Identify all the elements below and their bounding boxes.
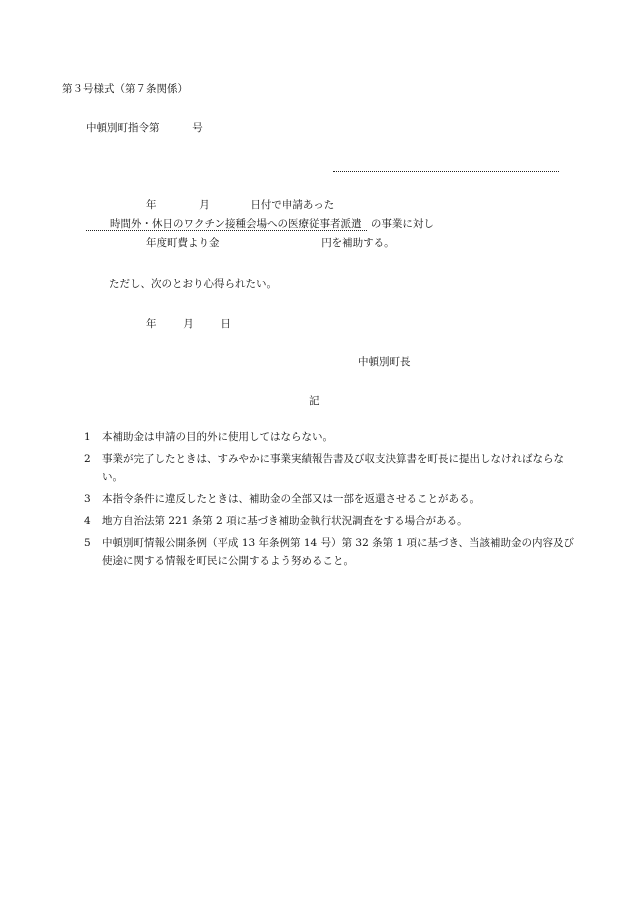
order-number-prefix: 中頓別町指令第 xyxy=(86,122,160,134)
condition-text: 本指令条件に違反したときは、補助金の全部又は一部を返還させることがある。 xyxy=(102,493,480,505)
date-month: 月 xyxy=(183,318,194,330)
body-line-3-suffix: 円を補助する。 xyxy=(321,237,395,249)
condition-item xyxy=(84,534,584,570)
date-year: 年 xyxy=(146,318,157,330)
condition-text: 中頓別町情報公開条例（平成 13 年条例第 14 号）第 32 条第 1 項に基づき、当該補助金の内容及び使途に関する情報を町民に公開するよう努めること。 xyxy=(102,537,575,567)
condition-number: 4 xyxy=(84,515,91,527)
condition-item xyxy=(84,450,584,486)
condition-text: 本補助金は申請の目的外に使用してはならない。 xyxy=(102,431,333,443)
body-day-text: 日付で申請あった xyxy=(250,199,335,211)
order-number-suffix: 号 xyxy=(192,122,203,134)
project-name: 時間外・休日のワクチン接種会場への医療従事者派遣 xyxy=(86,218,367,231)
condition-number: 1 xyxy=(84,431,91,443)
condition-item xyxy=(84,512,584,530)
body-line-2 xyxy=(86,217,434,231)
body-line-2-suffix: の事業に対し xyxy=(370,218,434,230)
body-year: 年 xyxy=(146,199,157,211)
condition-text: 事業が完了したときは、すみやかに事業実績報告書及び収支決算書を町長に提出しなければならない。 xyxy=(102,453,564,483)
condition-item xyxy=(84,428,584,446)
condition-number: 2 xyxy=(84,453,91,465)
body-line-1 xyxy=(146,198,334,212)
issuer: 中頓別町長 xyxy=(358,356,411,368)
date-line xyxy=(146,317,231,331)
date-day: 日 xyxy=(220,318,231,330)
body-line-3 xyxy=(146,236,395,250)
condition-number: 3 xyxy=(84,493,91,505)
body-month: 月 xyxy=(199,199,210,211)
notice-text: ただし、次のとおり心得られたい。 xyxy=(109,278,277,290)
conditions-list xyxy=(84,428,584,574)
ki-heading: 記 xyxy=(309,395,320,407)
body-line-3-prefix: 年度町費より金 xyxy=(146,237,220,249)
recipient-name-line xyxy=(333,171,559,172)
condition-number: 5 xyxy=(84,537,91,549)
form-label: 第３号様式（第７条関係） xyxy=(62,83,188,95)
order-number xyxy=(86,121,203,135)
condition-item xyxy=(84,490,584,508)
condition-text: 地方自治法第 221 条第 2 項に基づき補助金執行状況調査をする場合がある。 xyxy=(102,515,468,527)
